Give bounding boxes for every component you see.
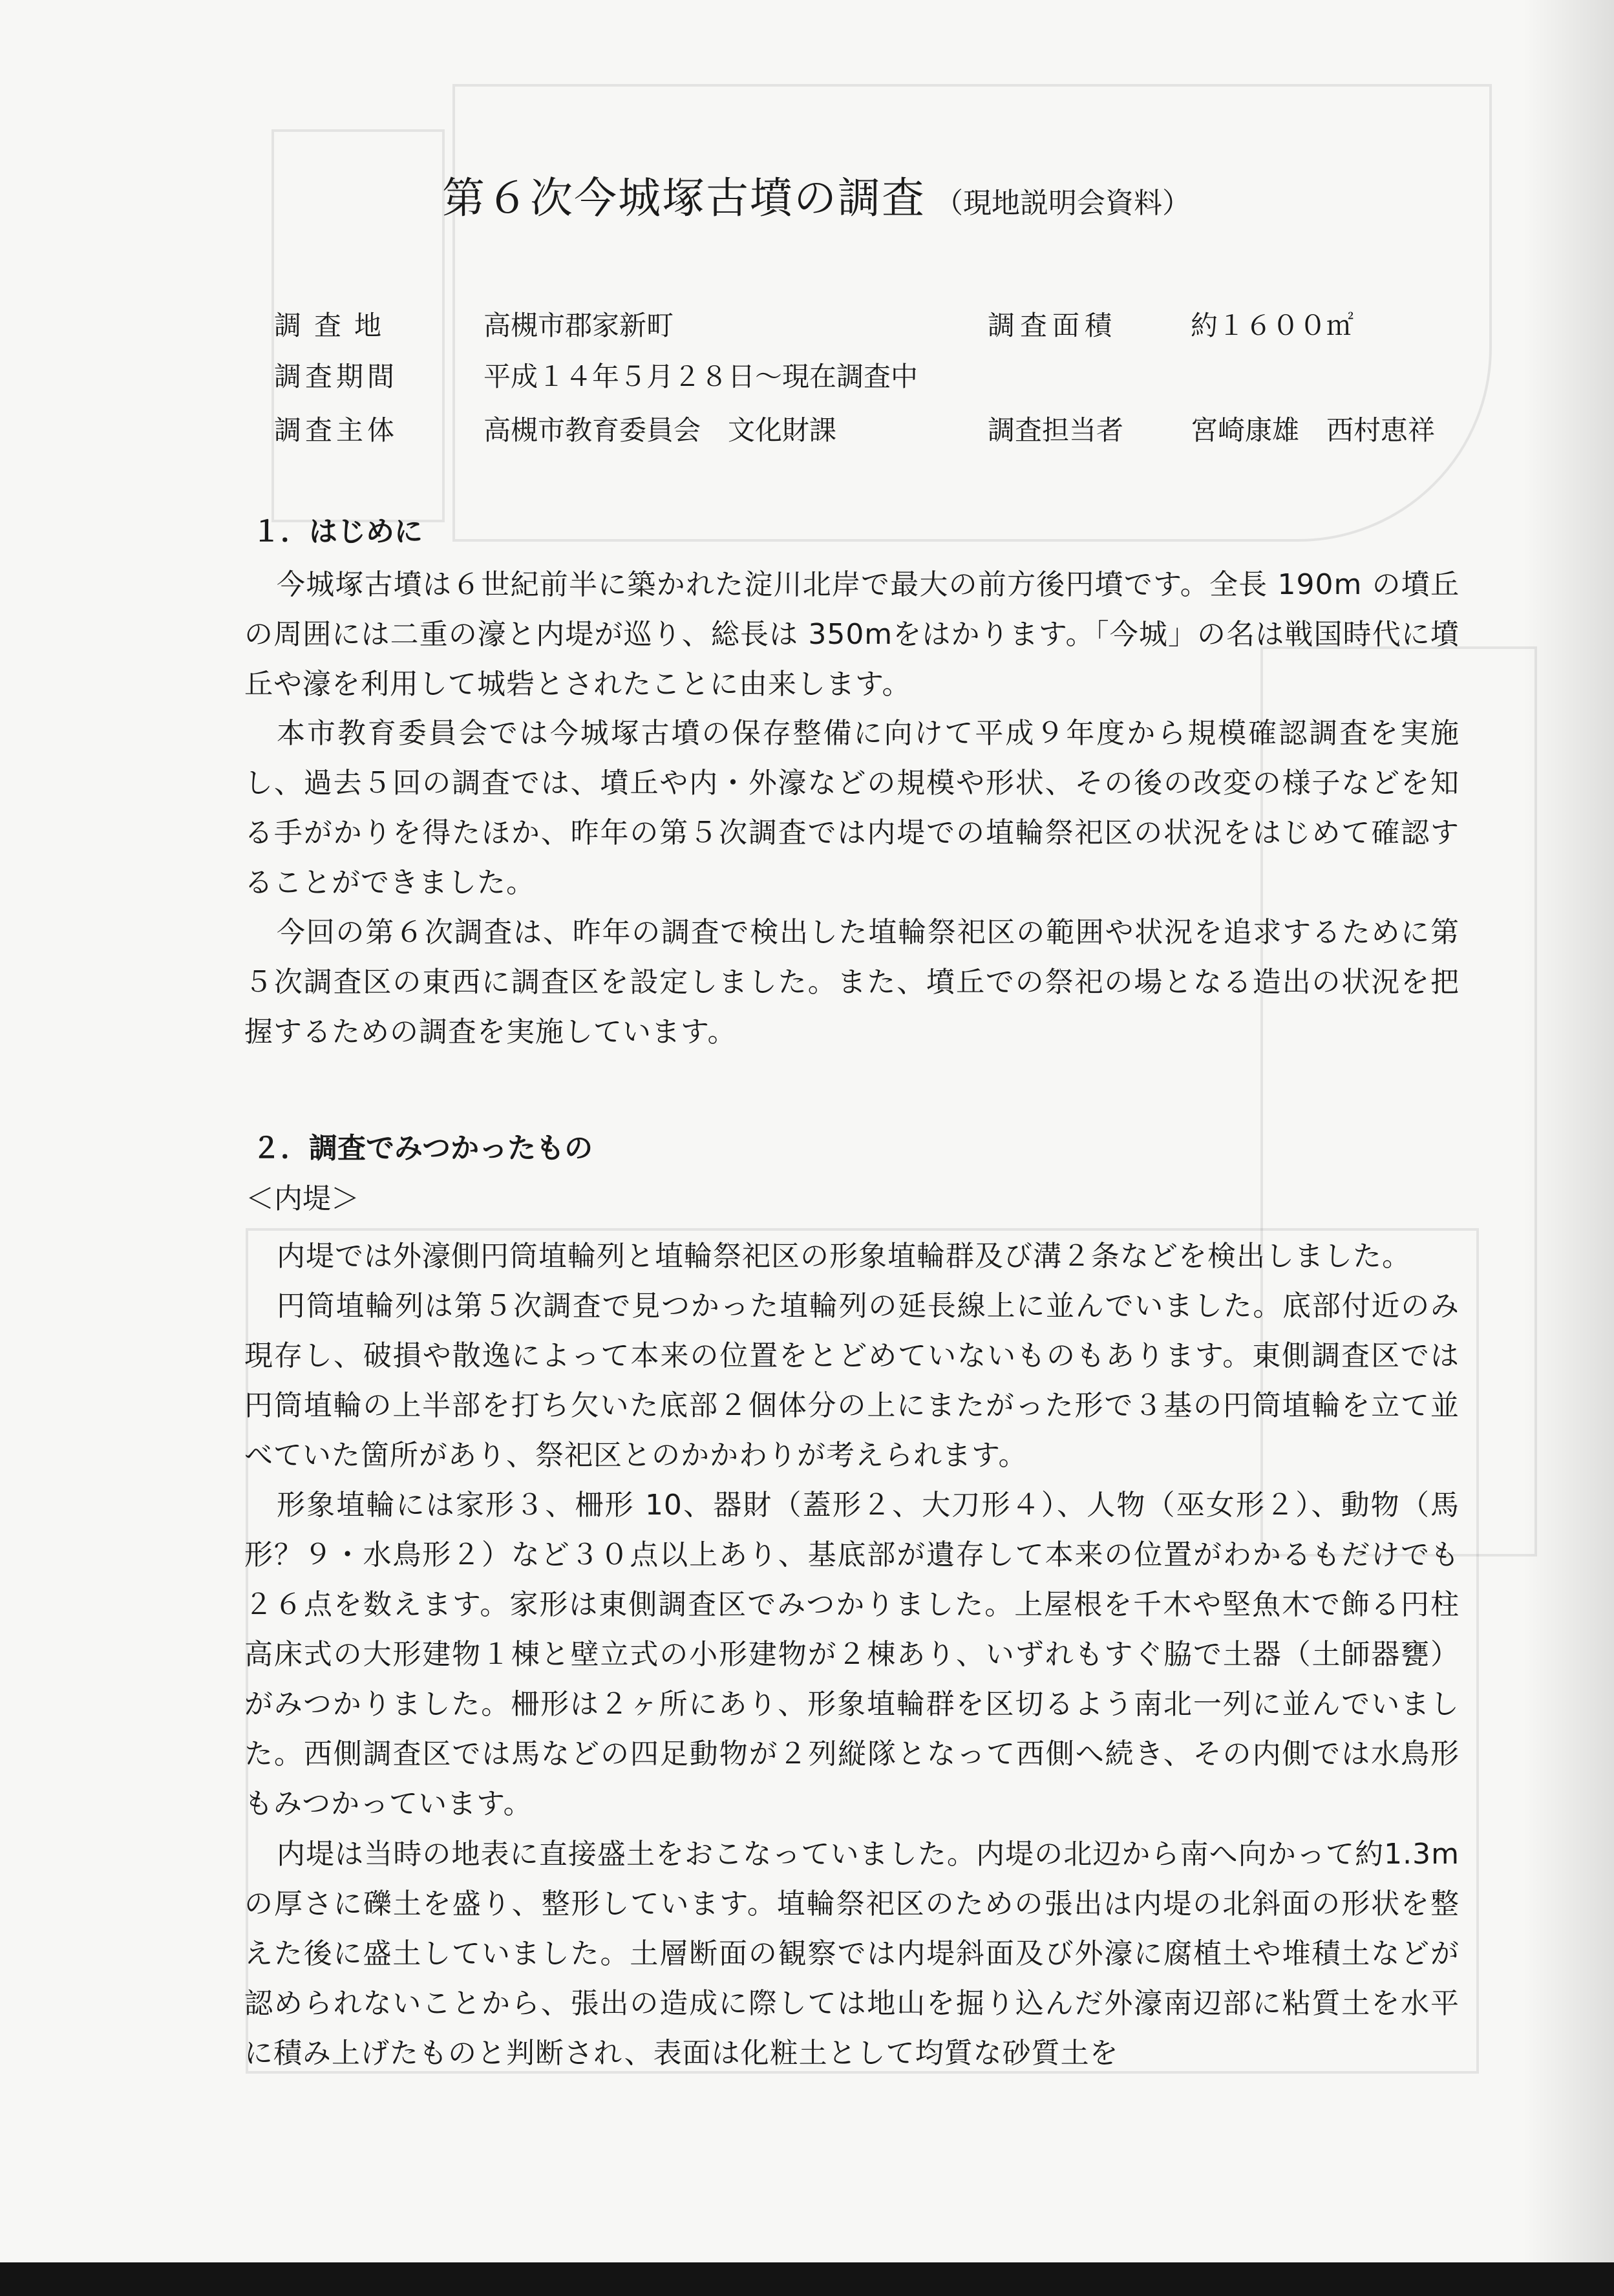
meta-period-value: 平成１４年５月２８日～現在調査中 [483,361,918,392]
meta-staff-value: 宮崎康雄 西村恵祥 [1191,414,1436,446]
section-2-paragraph-2: 円筒埴輪列は第５次調査で見つかった埴輪列の延長線上に並んでいました。底部付近のみ現存し、破損や散逸によって本来の位置をとどめていないものもあります。東側調査区では円筒埴輪の上半部を打ち欠いた底部２個体分の上にまたがった形で３基の円筒埴輪を立て並べていた箇所があり、祭祀区とのかかわりが考えられます。 [244,1290,1460,1472]
title-note: （現地説明会資料） [935,187,1191,220]
title-main: 第６次今城塚古墳の調査 [442,173,926,223]
meta-org-value: 高槻市教育委員会 文化財課 [483,414,837,446]
section-1-paragraph-3: 今回の第６次調査は、昨年の調査で検出した埴輪祭祀区の範囲や状況を追求するために第５次調査区の東西に調査区を設定しました。また、墳丘での祭祀の場となる造出の状況を把握するための調査を実施しています。 [244,916,1460,1048]
meta-org-label: 調査主体 [274,414,399,446]
section-2-paragraph-4: 内堤は当時の地表に直接盛土をおこなっていました。内堤の北辺から南へ向かって約1.3mの厚さに礫土を盛り、整形しています。埴輪祭祀区のための張出は内堤の北斜面の形状を整えた後に盛土していました。土層断面の観察では内堤斜面及び外濠に腐植土や堆積土などが認められないことから、張出の造成に際しては地山を掘り込んだ外濠南辺部に粘質土を水平に積み上げたものと判断され、表面は化粧土として均質な砂質土を [244,1838,1460,2070]
meta-site-label: 調査地 [274,310,395,341]
meta-area-value: 約１６００㎡ [1191,310,1354,341]
section-1-paragraph-2: 本市教育委員会では今城塚古墳の保存整備に向けて平成９年度から規模確認調査を実施し、過去５回の調査では、墳丘や内・外濠などの規模や形状、その後の改変の様子などを知る手がかりを得たほか、昨年の第５次調査では内堤での埴輪祭祀区の状況をはじめて確認することができました。 [244,717,1460,899]
section-1-heading: １．はじめに [252,515,423,548]
section-1-paragraph-1: 今城塚古墳は６世紀前半に築かれた淀川北岸で最大の前方後円墳です。全長 190m の墳丘の周囲には二重の濠と内堤が巡り、総長は 350mをはかります。「今城」の名は戦国時代に墳丘や濠を利用して城砦とされたことに由来します。 [244,568,1460,701]
section-2-subheading: ＜内堤＞ [246,1182,359,1215]
meta-staff-label: 調査担当者 [988,414,1124,446]
scan-bottom-edge [0,2262,1614,2296]
page-title [442,169,1191,233]
section-2-heading: ２．調査でみつかったもの [252,1132,593,1165]
section-2-paragraph-3: 形象埴輪には家形３、柵形 10、器財（蓋形２、大刀形４）、人物（巫女形２）、動物（馬形？９・水鳥形２）など３０点以上あり、基底部が遺存して本来の位置がわかるもだけでも２６点を数えます。家形は東側調査区でみつかりました。上屋根を千木や堅魚木で飾る円柱高床式の大形建物１棟と壁立式の小形建物が２棟あり、いずれもすぐ脇で土器（土師器甕）がみつかりました。柵形は２ヶ所にあり、形象埴輪群を区切るよう南北一列に並んでいました。西側調査区では馬などの四足動物が２列縦隊となって西側へ続き、その内側では水鳥形もみつかっています。 [244,1489,1460,1820]
section-2-paragraph-1: 内堤では外濠側円筒埴輪列と埴輪祭祀区の形象埴輪群及び溝２条などを検出しました。 [277,1240,1411,1273]
meta-area-label: 調査面積 [988,310,1118,341]
meta-site-value: 高槻市郡家新町 [483,310,674,341]
meta-period-label: 調査期間 [274,361,399,392]
